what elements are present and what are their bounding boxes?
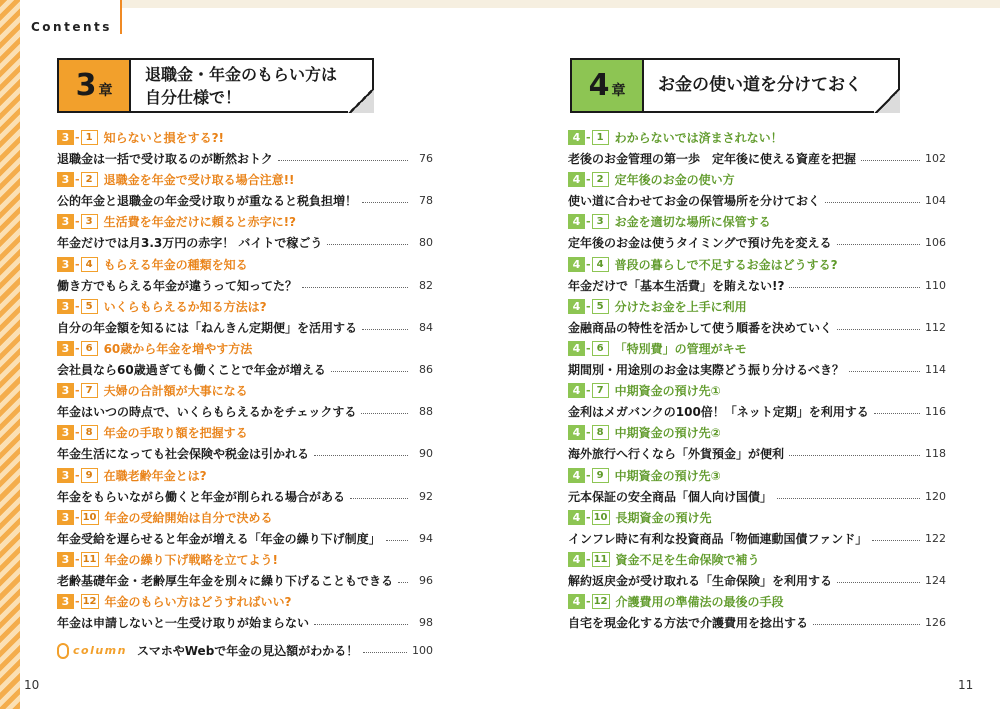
chapter-chip: 4	[568, 172, 585, 187]
chapter-chip: 3	[57, 214, 74, 229]
toc-page-number: 76	[419, 152, 433, 165]
chapter-3-number-box	[59, 60, 131, 111]
leader-dots	[837, 329, 920, 330]
toc-title: 金融商品の特性を活かして使う順番を決めていく	[568, 320, 833, 335]
badge-dash: -	[586, 131, 591, 144]
toc-title: 期間別・用途別のお金は実際どう振り分けるべき？	[568, 362, 845, 377]
chapter-chip: 3	[57, 257, 74, 272]
leader-dots	[874, 413, 920, 414]
toc-subtitle-row	[57, 465, 433, 486]
toc-main-row	[568, 190, 946, 211]
toc-entry[interactable]	[57, 296, 433, 338]
leader-dots	[386, 540, 408, 541]
toc-main-row	[57, 443, 433, 464]
chapter-3-header	[57, 58, 374, 113]
toc-title: 年金は申請しないと一生受け取りが始まらない	[57, 616, 310, 631]
chapter-4-header	[570, 58, 900, 113]
toc-entry[interactable]	[57, 465, 433, 507]
section-number-badge	[57, 594, 99, 609]
toc-subtitle-row	[568, 169, 946, 190]
badge-dash: -	[586, 341, 591, 355]
toc-entry[interactable]	[57, 127, 433, 169]
toc-main-row	[568, 612, 946, 633]
toc-page-number: 114	[925, 362, 946, 376]
section-number-badge	[57, 425, 98, 440]
toc-subtitle-row	[57, 338, 433, 359]
toc-subtitle: 定年後のお金の使い方	[614, 173, 735, 188]
toc-subtitle: 中期資金の預け先③	[614, 468, 721, 483]
toc-page-number: 96	[419, 573, 433, 587]
section-chip: 11	[82, 553, 97, 565]
toc-entry[interactable]	[568, 549, 946, 591]
badge-dash: -	[75, 510, 80, 524]
leader-dots	[362, 202, 408, 203]
section-number-badge	[568, 172, 609, 187]
section-chip: 1	[81, 130, 98, 145]
toc-title: 元本保証の安全商品「個人向け国債」	[568, 489, 773, 504]
toc-title: 老後のお金管理の第一歩 定年後に使える資産を把握	[568, 152, 857, 166]
toc-page-number: 90	[419, 447, 433, 461]
chapter-chip: 4	[568, 383, 585, 398]
toc-subtitle: 長期資金の預け先	[615, 510, 712, 525]
chapter-chip: 4	[568, 425, 585, 440]
chapter-3-toc-list	[57, 127, 433, 633]
toc-subtitle-row	[57, 422, 433, 443]
toc-entry[interactable]	[568, 507, 946, 549]
toc-subtitle-row	[57, 380, 433, 401]
toc-entry[interactable]	[568, 127, 946, 169]
section-chip: 5	[592, 299, 609, 314]
chapter-chip: 4	[568, 130, 585, 145]
column-page-number: 100	[412, 644, 433, 657]
leader-dots	[327, 244, 408, 245]
paperclip-icon	[57, 643, 69, 659]
toc-title: 海外旅行へ行くなら「外貨預金」が便利	[568, 447, 785, 462]
section-number-badge	[57, 383, 98, 398]
chapter-chip: 3	[57, 130, 74, 145]
toc-page-number: 120	[925, 489, 946, 503]
page-curl-decoration	[348, 89, 374, 113]
toc-page-number: 124	[925, 573, 946, 587]
toc-subtitle: 知らないと損をする?!	[103, 131, 225, 145]
toc-subtitle: いくらもらえるか知る方法は?	[103, 299, 267, 314]
chapter-chip: 3	[57, 510, 74, 525]
chapter-chip: 3	[57, 425, 74, 440]
chapter-chip: 4	[568, 552, 585, 567]
toc-main-row	[57, 486, 433, 507]
section-chip: 10	[82, 511, 97, 523]
chapter-4-suffix: 章	[611, 82, 626, 99]
leader-dots	[861, 160, 920, 161]
toc-subtitle: 60歳から年金を増やす方法	[103, 341, 253, 356]
toc-subtitle: 資金不足を生命保険で補う	[615, 552, 760, 567]
toc-subtitle-row	[57, 127, 433, 148]
section-number-badge	[57, 214, 98, 229]
leader-dots	[789, 455, 920, 456]
toc-subtitle: 年金の繰り下げ戦略を立てよう!	[104, 552, 278, 567]
toc-title: 退職金は一括で受け取るのが断然おトク	[57, 152, 273, 166]
section-chip: 4	[81, 257, 98, 272]
chapter-4-title	[644, 60, 862, 111]
toc-title: 働き方でもらえる年金が違うって知ってた？	[57, 278, 298, 293]
toc-subtitle: わからないでは済まされない！	[614, 131, 783, 145]
toc-subtitle-row	[568, 127, 946, 148]
badge-dash: -	[75, 426, 80, 440]
toc-page-number: 110	[925, 278, 946, 292]
page-curl-decoration	[874, 89, 900, 113]
badge-dash: -	[586, 595, 591, 609]
section-chip: 10	[593, 511, 608, 523]
chapter-3-title-line-1: 退職金・年金のもらい方は	[145, 64, 338, 84]
toc-title: 年金受給を遅らせると年金が増える「年金の繰り下げ制度」	[57, 531, 381, 546]
leader-dots	[872, 540, 920, 541]
toc-entry[interactable]	[568, 380, 946, 422]
chapter-chip: 4	[568, 510, 585, 525]
toc-subtitle-row	[57, 507, 433, 528]
toc-page-number: 80	[419, 236, 433, 250]
toc-title: 定年後のお金は使うタイミングで預け先を変える	[568, 236, 832, 251]
column-entry[interactable]	[57, 640, 433, 661]
section-chip: 2	[592, 172, 609, 187]
toc-page-number: 78	[419, 194, 433, 208]
toc-page-number: 118	[925, 447, 946, 461]
toc-subtitle-row	[57, 211, 433, 232]
toc-entry[interactable]	[568, 465, 946, 507]
section-number-badge	[568, 425, 609, 440]
section-chip: 9	[592, 468, 609, 483]
chapter-4-number-box	[572, 60, 644, 111]
toc-title: 自分の年金額を知るには「ねんきん定期便」を活用する	[57, 320, 358, 335]
toc-title: 金利はメガバンクの100倍！「ネット定期」を利用する	[568, 405, 869, 420]
toc-entry[interactable]	[57, 507, 433, 549]
badge-dash: -	[586, 173, 591, 187]
toc-subtitle: 介護費用の準備法の最後の手段	[615, 595, 784, 610]
toc-title: 自宅を現金化する方法で介護費用を捻出する	[568, 616, 809, 631]
toc-title: 使い道に合わせてお金の保管場所を分けておく	[568, 194, 821, 209]
section-chip: 1	[592, 130, 609, 145]
leader-dots	[849, 371, 920, 372]
section-chip: 11	[593, 553, 608, 565]
toc-subtitle: 夫婦の合計額が大事になる	[103, 384, 248, 399]
leader-dots	[350, 498, 408, 499]
leader-dots	[398, 582, 408, 583]
toc-main-row	[57, 570, 433, 591]
toc-subtitle: お金を適切な場所に保管する	[614, 215, 771, 230]
section-number-badge	[568, 257, 609, 272]
toc-subtitle: 年金の受給開始は自分で決める	[104, 510, 273, 525]
chapter-chip: 3	[57, 468, 74, 483]
section-chip: 7	[81, 383, 98, 398]
toc-subtitle: 生活費を年金だけに頼ると赤字に!?	[103, 215, 297, 230]
toc-page-number: 92	[419, 489, 433, 503]
toc-entry[interactable]	[568, 254, 946, 296]
section-number-badge	[57, 257, 98, 272]
toc-page-number: 104	[925, 194, 946, 208]
leader-dots	[278, 160, 408, 161]
toc-entry[interactable]	[57, 380, 433, 422]
chapter-3-number: 3	[75, 67, 97, 103]
toc-subtitle-row	[57, 591, 433, 612]
section-chip: 7	[592, 383, 609, 398]
toc-entry[interactable]	[568, 296, 946, 338]
toc-page-number: 106	[925, 236, 946, 250]
toc-subtitle: 年金の手取り額を把握する	[103, 426, 248, 441]
toc-main-row	[568, 570, 946, 591]
toc-subtitle-row	[568, 338, 946, 359]
toc-subtitle: もらえる年金の種類を知る	[103, 257, 248, 272]
toc-page-number: 86	[419, 362, 433, 376]
toc-subtitle-row	[57, 169, 433, 190]
chapter-chip: 4	[568, 341, 585, 356]
section-number-badge	[568, 383, 609, 398]
toc-subtitle: 「特別費」の管理がキモ	[614, 341, 747, 356]
toc-subtitle-row	[57, 549, 433, 570]
column-title: スマホやWebで年金の見込額がわかる！	[136, 644, 359, 658]
section-number-badge	[57, 552, 99, 567]
chapter-3-title	[131, 60, 337, 111]
top-accent-line	[120, 0, 122, 34]
section-number-badge	[568, 552, 610, 567]
toc-subtitle-row	[568, 254, 946, 275]
chapter-chip: 3	[57, 172, 74, 187]
section-chip: 5	[81, 299, 98, 314]
contents-label: Contents	[31, 20, 112, 34]
leader-dots	[314, 624, 408, 625]
toc-subtitle: 退職金を年金で受け取る場合注意!!	[103, 173, 295, 188]
badge-dash: -	[586, 384, 591, 398]
toc-main-row	[57, 317, 433, 338]
toc-page-number: 88	[419, 405, 433, 419]
toc-main-row	[568, 359, 946, 380]
section-number-badge	[57, 299, 98, 314]
toc-subtitle: 年金のもらい方はどうすればいい?	[104, 595, 292, 610]
page-number-left: 10	[24, 678, 40, 692]
toc-entry[interactable]	[57, 254, 433, 296]
badge-dash: -	[75, 173, 80, 187]
chapter-chip: 3	[57, 341, 74, 356]
leader-dots	[361, 413, 408, 414]
chapter-chip: 4	[568, 594, 585, 609]
toc-main-row	[57, 148, 433, 169]
leader-dots	[837, 244, 920, 245]
section-chip: 6	[81, 341, 98, 356]
leader-dots	[789, 287, 920, 288]
chapter-chip: 3	[57, 552, 74, 567]
leader-dots	[363, 652, 407, 653]
toc-subtitle-row	[568, 296, 946, 317]
toc-main-row	[57, 359, 433, 380]
toc-page-number: 102	[925, 152, 946, 165]
toc-page-number: 126	[925, 616, 946, 630]
toc-main-row	[568, 317, 946, 338]
leader-dots	[825, 202, 920, 203]
toc-page-number: 112	[925, 320, 946, 334]
badge-dash: -	[75, 468, 80, 482]
toc-title: 年金はいつの時点で、いくらもらえるかをチェックする	[57, 405, 357, 420]
section-chip: 2	[81, 172, 98, 187]
section-number-badge	[568, 341, 609, 356]
badge-dash: -	[75, 131, 80, 144]
toc-entry[interactable]	[57, 169, 433, 211]
chapter-chip: 3	[57, 383, 74, 398]
leader-dots	[331, 371, 408, 372]
toc-subtitle: 中期資金の預け先①	[614, 384, 721, 399]
badge-dash: -	[586, 426, 591, 440]
section-number-badge	[57, 468, 98, 483]
toc-entry[interactable]	[568, 422, 946, 464]
chapter-chip: 4	[568, 299, 585, 314]
toc-main-row	[568, 528, 946, 549]
toc-page-number: 116	[925, 405, 946, 419]
toc-subtitle: 分けたお金を上手に利用	[614, 299, 747, 314]
toc-title: 年金生活になっても社会保険や税金は引かれる	[57, 447, 310, 462]
toc-subtitle-row	[568, 591, 946, 612]
badge-dash: -	[586, 468, 591, 482]
section-chip: 6	[592, 341, 609, 356]
section-number-badge	[568, 214, 609, 229]
badge-dash: -	[586, 215, 591, 229]
section-number-badge	[568, 510, 610, 525]
leader-dots	[837, 582, 920, 583]
top-band	[120, 0, 1000, 8]
toc-subtitle: 普段の暮らしで不足するお金はどうする?	[614, 257, 838, 272]
toc-main-row	[568, 443, 946, 464]
toc-subtitle-row	[568, 549, 946, 570]
toc-title: 解約返戻金が受け取れる「生命保険」を利用する	[568, 573, 833, 588]
section-chip: 12	[82, 596, 97, 608]
toc-main-row	[568, 401, 946, 422]
toc-page-number: 98	[419, 616, 433, 630]
toc-title: 年金だけで「基本生活費」を賄えない!?	[568, 278, 785, 293]
toc-entry[interactable]	[57, 422, 433, 464]
toc-main-row	[57, 275, 433, 296]
decorative-stripe-border	[0, 0, 20, 709]
badge-dash: -	[75, 299, 80, 313]
toc-title: インフレ時に有利な投資商品「物価連動国債ファンド」	[568, 531, 868, 546]
section-number-badge	[57, 172, 98, 187]
section-chip: 3	[592, 214, 609, 229]
column-badge	[57, 643, 127, 659]
badge-dash: -	[75, 215, 80, 229]
toc-subtitle-row	[57, 296, 433, 317]
toc-main-row	[57, 232, 433, 253]
toc-main-row	[57, 190, 433, 211]
badge-dash: -	[75, 595, 80, 609]
badge-dash: -	[586, 552, 591, 566]
badge-dash: -	[75, 552, 80, 566]
section-number-badge	[57, 130, 98, 145]
section-number-badge	[57, 510, 99, 525]
section-chip: 8	[81, 425, 98, 440]
leader-dots	[314, 455, 408, 456]
chapter-chip: 3	[57, 594, 74, 609]
chapter-3-suffix: 章	[98, 82, 113, 99]
toc-entry[interactable]	[568, 591, 946, 633]
chapter-chip: 4	[568, 257, 585, 272]
leader-dots	[777, 498, 920, 499]
toc-entry[interactable]	[57, 549, 433, 591]
toc-page-number: 84	[419, 320, 433, 334]
leader-dots	[362, 329, 408, 330]
leader-dots	[302, 287, 408, 288]
toc-entry[interactable]	[568, 338, 946, 380]
chapter-3-title-line-2: 自分仕様で！	[145, 87, 242, 107]
section-number-badge	[57, 341, 98, 356]
toc-title: 公的年金と退職金の年金受け取りが重なると税負担増！	[57, 194, 358, 209]
section-chip: 4	[592, 257, 609, 272]
toc-subtitle-row	[568, 507, 946, 528]
badge-dash: -	[75, 257, 80, 271]
section-chip: 3	[81, 214, 98, 229]
toc-entry[interactable]	[568, 211, 946, 253]
toc-page-number: 122	[925, 531, 946, 545]
section-chip: 8	[592, 425, 609, 440]
toc-title: 会社員なら60歳過ぎても働くことで年金が増える	[57, 362, 326, 377]
toc-main-row	[568, 232, 946, 253]
toc-main-row	[568, 486, 946, 507]
toc-title: 年金をもらいながら働くと年金が削られる場合がある	[57, 489, 346, 504]
section-number-badge	[568, 468, 609, 483]
toc-main-row	[568, 148, 946, 169]
toc-main-row	[57, 528, 433, 549]
toc-main-row	[57, 401, 433, 422]
toc-page-number: 82	[419, 278, 433, 292]
toc-subtitle-row	[568, 211, 946, 232]
toc-entry[interactable]	[568, 169, 946, 211]
section-number-badge	[568, 130, 609, 145]
chapter-4-toc-list	[568, 127, 946, 633]
section-chip: 12	[593, 596, 608, 608]
badge-dash: -	[586, 299, 591, 313]
section-chip: 9	[81, 468, 98, 483]
toc-subtitle-row	[568, 465, 946, 486]
toc-entry[interactable]	[57, 211, 433, 253]
toc-title: 老齢基礎年金・老齢厚生年金を別々に繰り下げることもできる	[57, 573, 394, 588]
badge-dash: -	[75, 341, 80, 355]
toc-subtitle-row	[568, 422, 946, 443]
column-label: column	[73, 644, 127, 657]
toc-subtitle-row	[568, 380, 946, 401]
chapter-chip: 4	[568, 468, 585, 483]
toc-entry[interactable]	[57, 338, 433, 380]
badge-dash: -	[586, 257, 591, 271]
badge-dash: -	[75, 384, 80, 398]
toc-main-row	[57, 612, 433, 633]
badge-dash: -	[586, 510, 591, 524]
chapter-chip: 4	[568, 214, 585, 229]
toc-title: 年金だけでは月3.3万円の赤字！ バイトで稼ごう	[57, 236, 323, 251]
toc-subtitle: 在職老齢年金とは?	[103, 468, 207, 483]
toc-entry[interactable]	[57, 591, 433, 633]
toc-page-number: 94	[419, 531, 433, 545]
toc-subtitle-row	[57, 254, 433, 275]
toc-main-row	[568, 275, 946, 296]
toc-subtitle: 中期資金の預け先②	[614, 426, 721, 441]
section-number-badge	[568, 594, 610, 609]
page-number-right: 11	[958, 678, 974, 692]
section-number-badge	[568, 299, 609, 314]
chapter-chip: 3	[57, 299, 74, 314]
chapter-4-title-line-1: お金の使い道を分けておく	[658, 75, 862, 95]
leader-dots	[813, 624, 920, 625]
chapter-4-number: 4	[588, 67, 610, 103]
